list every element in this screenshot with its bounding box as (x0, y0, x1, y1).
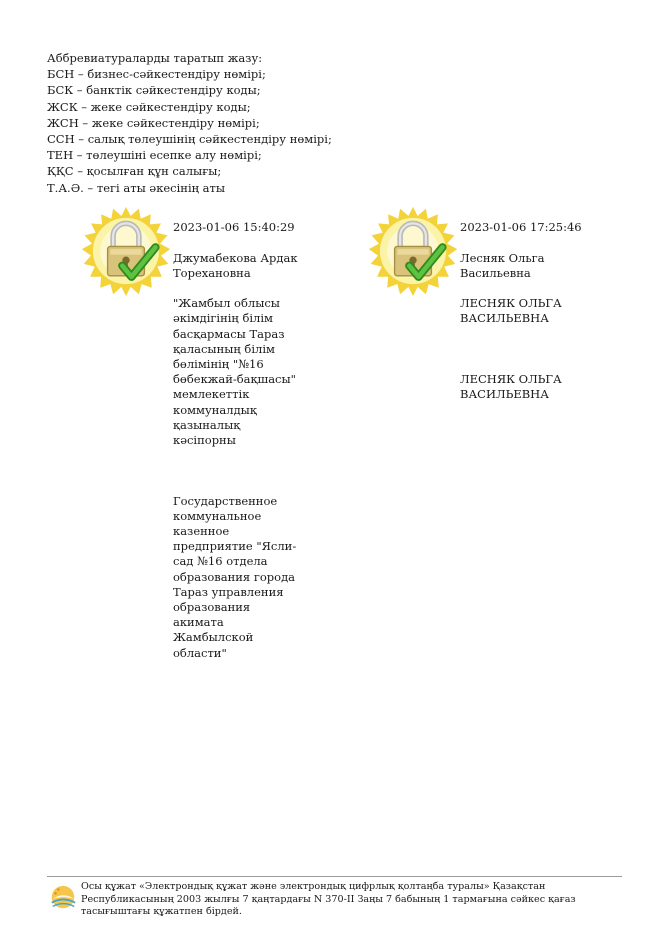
abbreviation-legend (47, 50, 332, 196)
abbreviation-item: Т.А.Ә. – тегі аты әкесінің аты (47, 180, 226, 195)
abbreviation-item: ҚҚС – қосылған құн салығы; (47, 164, 222, 179)
abbreviation-item: ЖСК – жеке сәйкестендіру коды; (47, 99, 251, 114)
abbreviation-item: БСН – бизнес-сәйкестендіру нөмірі; (47, 67, 266, 82)
egov-sun-logo-icon (49, 884, 77, 912)
abbreviation-item: БСК – банктік сәйкестендіру коды; (47, 83, 261, 98)
signature-seal-lock-check-icon (80, 205, 172, 297)
signer-organization-kz: "Жамбыл облысы әкімдігінің білім басқармасы Тараз қаласының білім бөлімінің "№16 бөбекжай-бақшасы" мемлекеттік коммуналдық қазыналық кәсіпорны (173, 296, 296, 448)
signer-name: Джумабекова Ардак Торехановна (173, 250, 298, 280)
signature-datetime: 2023-01-06 17:25:46 (460, 220, 582, 235)
footer-divider (47, 876, 622, 877)
signer-organization-kz: ЛЕСНЯК ОЛЬГА ВАСИЛЬЕВНА (460, 296, 562, 326)
abbreviation-item: ССН – салық төлеушінің сәйкестендіру нөмірі; (47, 132, 332, 147)
signer-name: Лесняк Ольга Васильевна (460, 250, 545, 280)
signature-block-2 (460, 205, 610, 418)
abbreviation-heading: Аббревиатураларды таратып жазу: (47, 51, 263, 65)
abbreviation-item: ТЕН – төлеушіні есепке алу нөмірі; (47, 148, 262, 163)
signer-organization-ru: Государственное коммунальное казенное предприятие "Ясли- сад №16 отдела образования города Тараз управления образования акимата Жамбылской области" (173, 493, 297, 660)
signature-seal-lock-check-icon (367, 205, 459, 297)
signature-block-1 (173, 205, 303, 676)
footer-legal-notice: Осы құжат «Электрондық құжат және электрондық цифрлық қолтаңба туралы» Қазақстан Республикасының 2003 жылғы 7 қаңтардағы N 370-II Заңы 7 бабының 1 тармағына сәйкес қағаз тасығыштағы құжатпен бірдей. (81, 881, 576, 918)
signer-organization-ru: ЛЕСНЯК ОЛЬГА ВАСИЛЬЕВНА (460, 372, 562, 402)
abbreviation-item: ЖСН – жеке сәйкестендіру нөмірі; (47, 115, 260, 130)
signature-datetime: 2023-01-06 15:40:29 (173, 220, 295, 235)
